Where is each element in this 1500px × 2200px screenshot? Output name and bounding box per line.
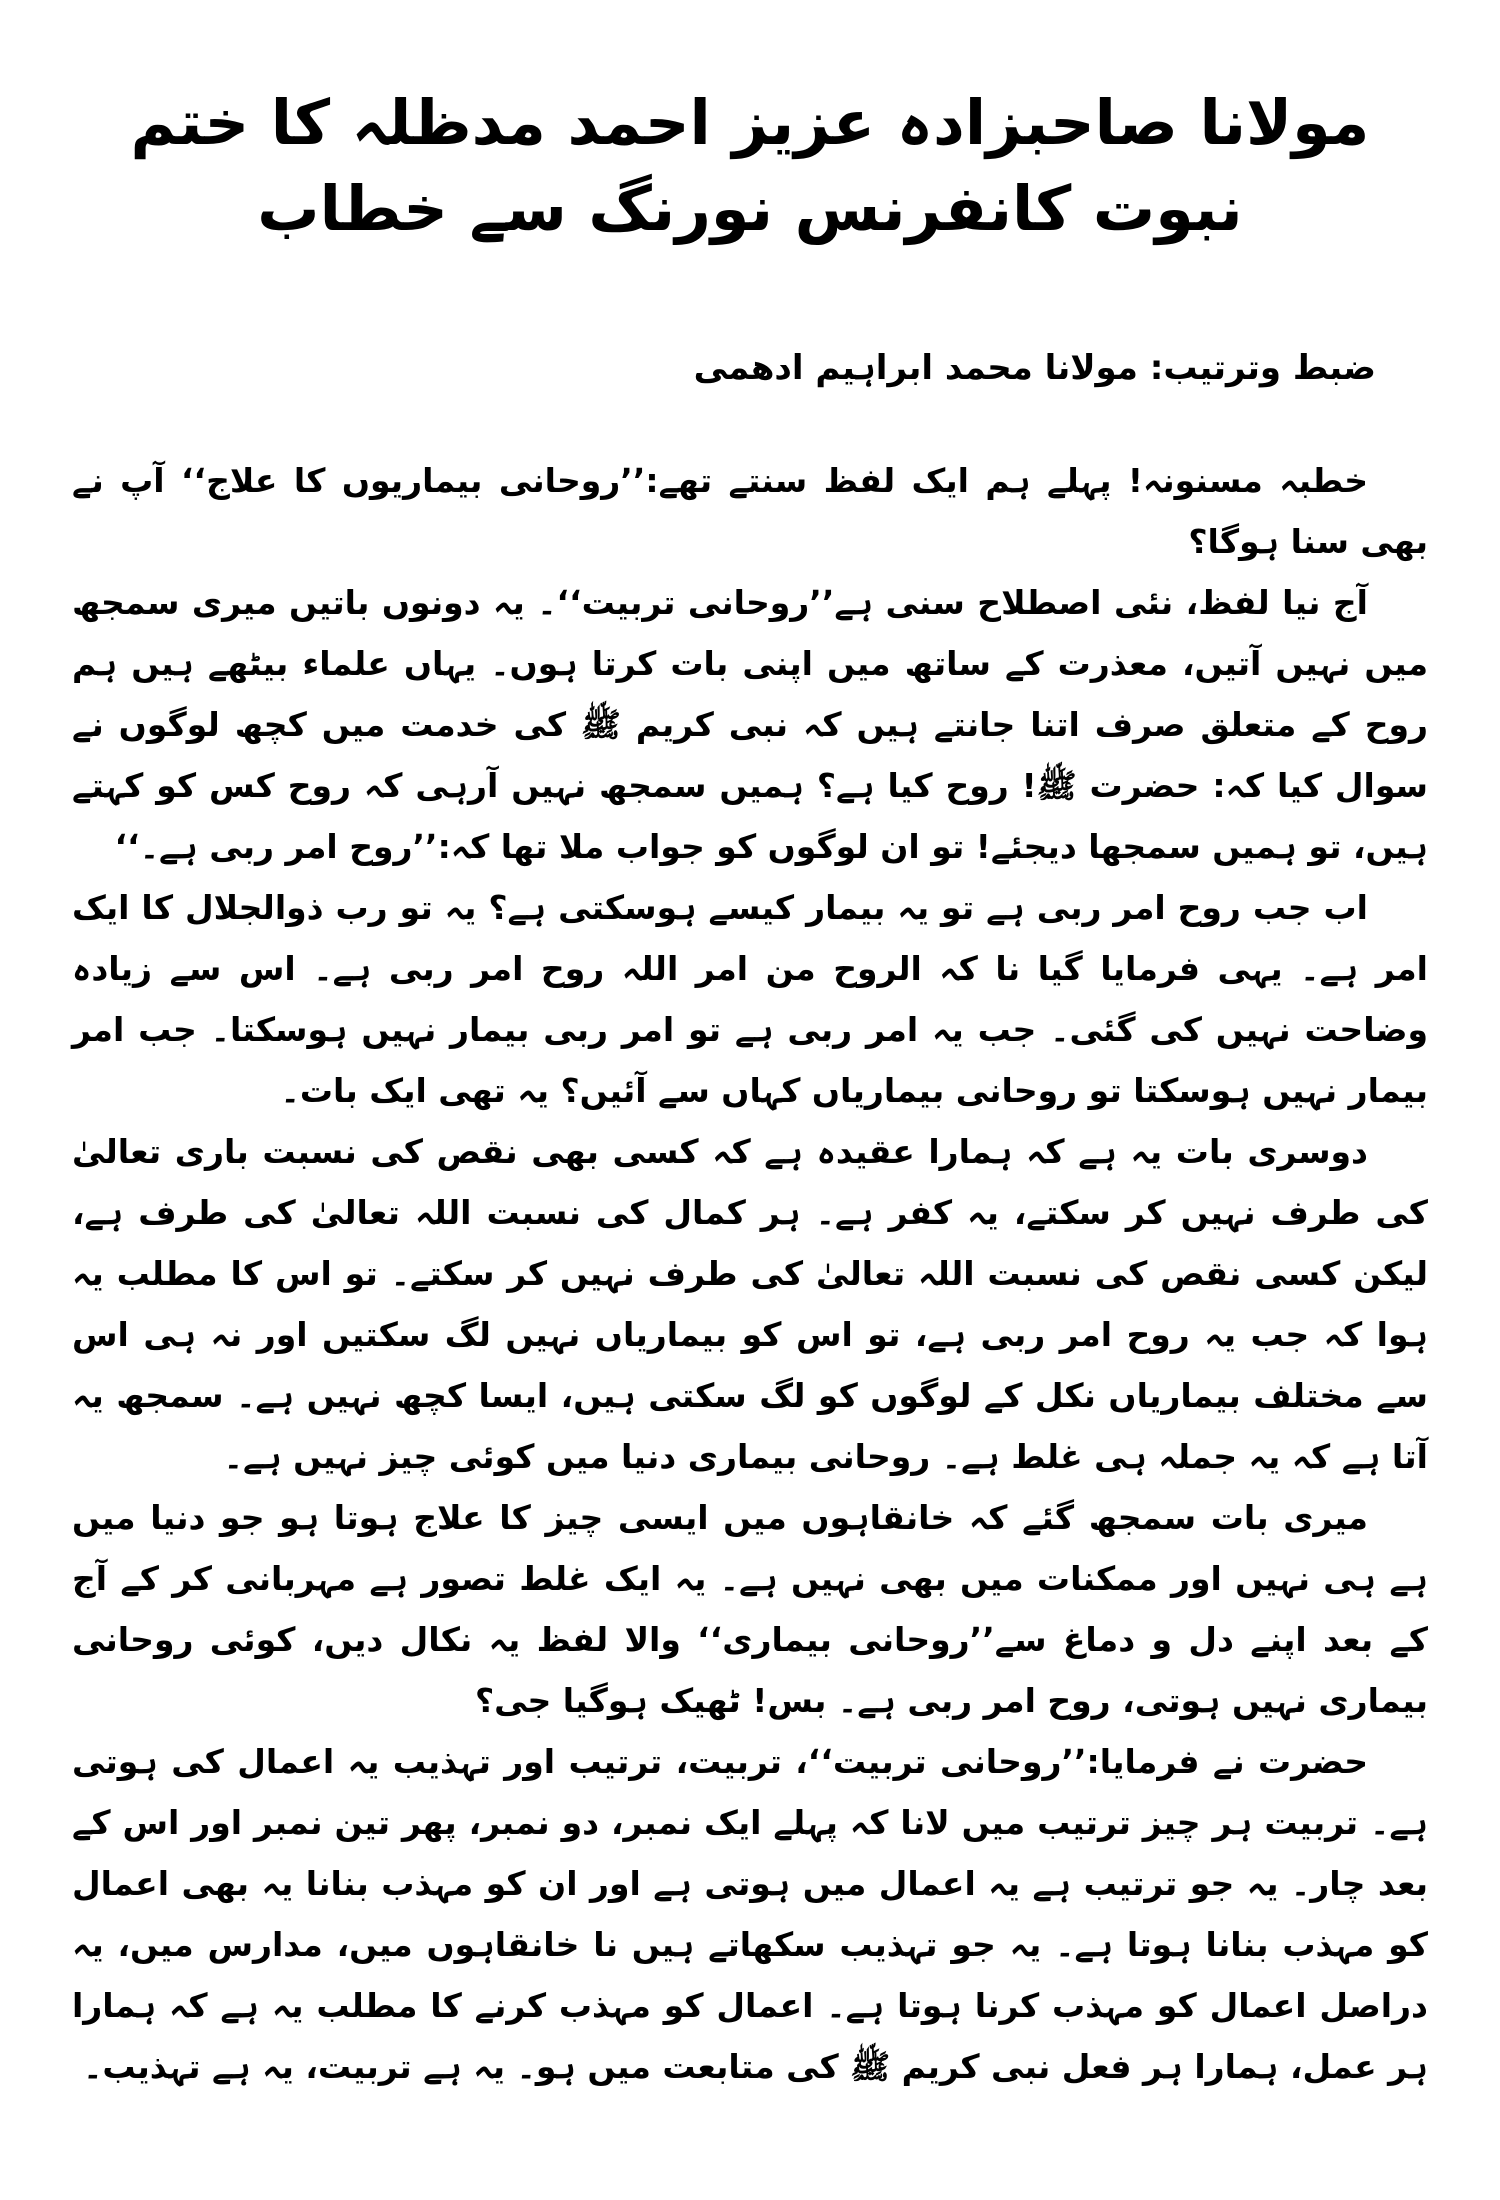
paragraph-5: میری بات سمجھ گئے کہ خانقاہوں میں ایسی چیز کا علاج ہوتا ہو جو دنیا میں ہے ہی نہیں اور ممکنات میں بھی نہیں ہے۔ یہ ایک غلط تصور ہے مہربانی کر کے آج کے بعد اپنے دل و دماغ سے’’روحانی بیماری‘‘ والا لفظ یہ نکال دیں، کوئی روحانی بیماری نہیں ہوتی، روح امر ربی ہے۔ بس! ٹھیک ہوگیا جی؟: [72, 1498, 1428, 1720]
paragraph-3: اب جب روح امر ربی ہے تو یہ بیمار کیسے ہوسکتی ہے؟ یہ تو رب ذوالجلال کا ایک امر ہے۔ یہی فرمایا گیا نا کہ الروح من امر اللہ روح امر ربی ہے۔ اس سے زیادہ وضاحت نہیں کی گئی۔ جب یہ امر ربی ہے تو امر ربی بیمار نہیں ہوسکتا۔ جب امر بیمار نہیں ہوسکتا تو روحانی بیماریاں کہاں سے آئیں؟ یہ تھی ایک بات۔: [72, 888, 1428, 1110]
page-title: مولانا صاحبزادہ عزیز احمد مدظلہ کا ختم نبوت کانفرنس نورنگ سے خطاب: [130, 86, 1370, 245]
paragraph-1: خطبہ مسنونہ! پہلے ہم ایک لفظ سنتے تھے:’’روحانی بیماریوں کا علاج‘‘ آپ نے بھی سنا ہوگا؟: [72, 461, 1428, 561]
paragraph-6: حضرت نے فرمایا:’’روحانی تربیت‘‘، تربیت، ترتیب اور تہذیب یہ اعمال کی ہوتی ہے۔ تربیت ہر چیز ترتیب میں لانا کہ پہلے ایک نمبر، دو نمبر، پھر تین نمبر اور اس کے بعد چار۔ یہ جو ترتیب ہے یہ اعمال میں ہوتی ہے اور ان کو مہذب بنانا یہ بھی اعمال کو مہذب بنانا ہوتا ہے۔ یہ جو تہذیب سکھاتے ہیں نا خانقاہوں میں، مدارس میں، یہ دراصل اعمال کو مہذب کرنا ہوتا ہے۔ اعمال کو مہذب کرنے کا مطلب یہ ہے کہ ہمارا ہر عمل، ہمارا ہر فعل نبی کریم ﷺ کی متابعت میں ہو۔ یہ ہے تربیت، یہ ہے تہذیب۔: [72, 1742, 1428, 2086]
compiler-credit: ضبط وترتیب: مولانا محمد ابراہیم ادھمی: [693, 348, 1376, 388]
paragraph-2: آج نیا لفظ، نئی اصطلاح سنی ہے’’روحانی تربیت‘‘۔ یہ دونوں باتیں میری سمجھ میں نہیں آتیں، معذرت کے ساتھ میں اپنی بات کرتا ہوں۔ یہاں علماء بیٹھے ہیں ہم روح کے متعلق صرف اتنا جانتے ہیں کہ نبی کریم ﷺ کی خدمت میں کچھ لوگوں نے سوال کیا کہ: حضرت ﷺ! روح کیا ہے؟ ہمیں سمجھ نہیں آرہی کہ روح کس کو کہتے ہیں، تو ہمیں سمجھا دیجئے! تو ان لوگوں کو جواب ملا تھا کہ:’’روح امر ربی ہے۔‘‘: [72, 583, 1428, 866]
article-body: [72, 450, 1428, 2097]
paragraph-4: دوسری بات یہ ہے کہ ہمارا عقیدہ ہے کہ کسی بھی نقص کی نسبت باری تعالیٰ کی طرف نہیں کر سکتے، یہ کفر ہے۔ ہر کمال کی نسبت اللہ تعالیٰ کی طرف ہے، لیکن کسی نقص کی نسبت اللہ تعالیٰ کی طرف نہیں کر سکتے۔ تو اس کا مطلب یہ ہوا کہ جب یہ روح امر ربی ہے، تو اس کو بیماریاں نہیں لگ سکتیں اور نہ ہی اس سے مختلف بیماریاں نکل کے لوگوں کو لگ سکتی ہیں، ایسا کچھ نہیں ہے۔ سمجھ یہ آتا ہے کہ یہ جملہ ہی غلط ہے۔ روحانی بیماری دنیا میں کوئی چیز نہیں ہے۔: [72, 1132, 1428, 1476]
